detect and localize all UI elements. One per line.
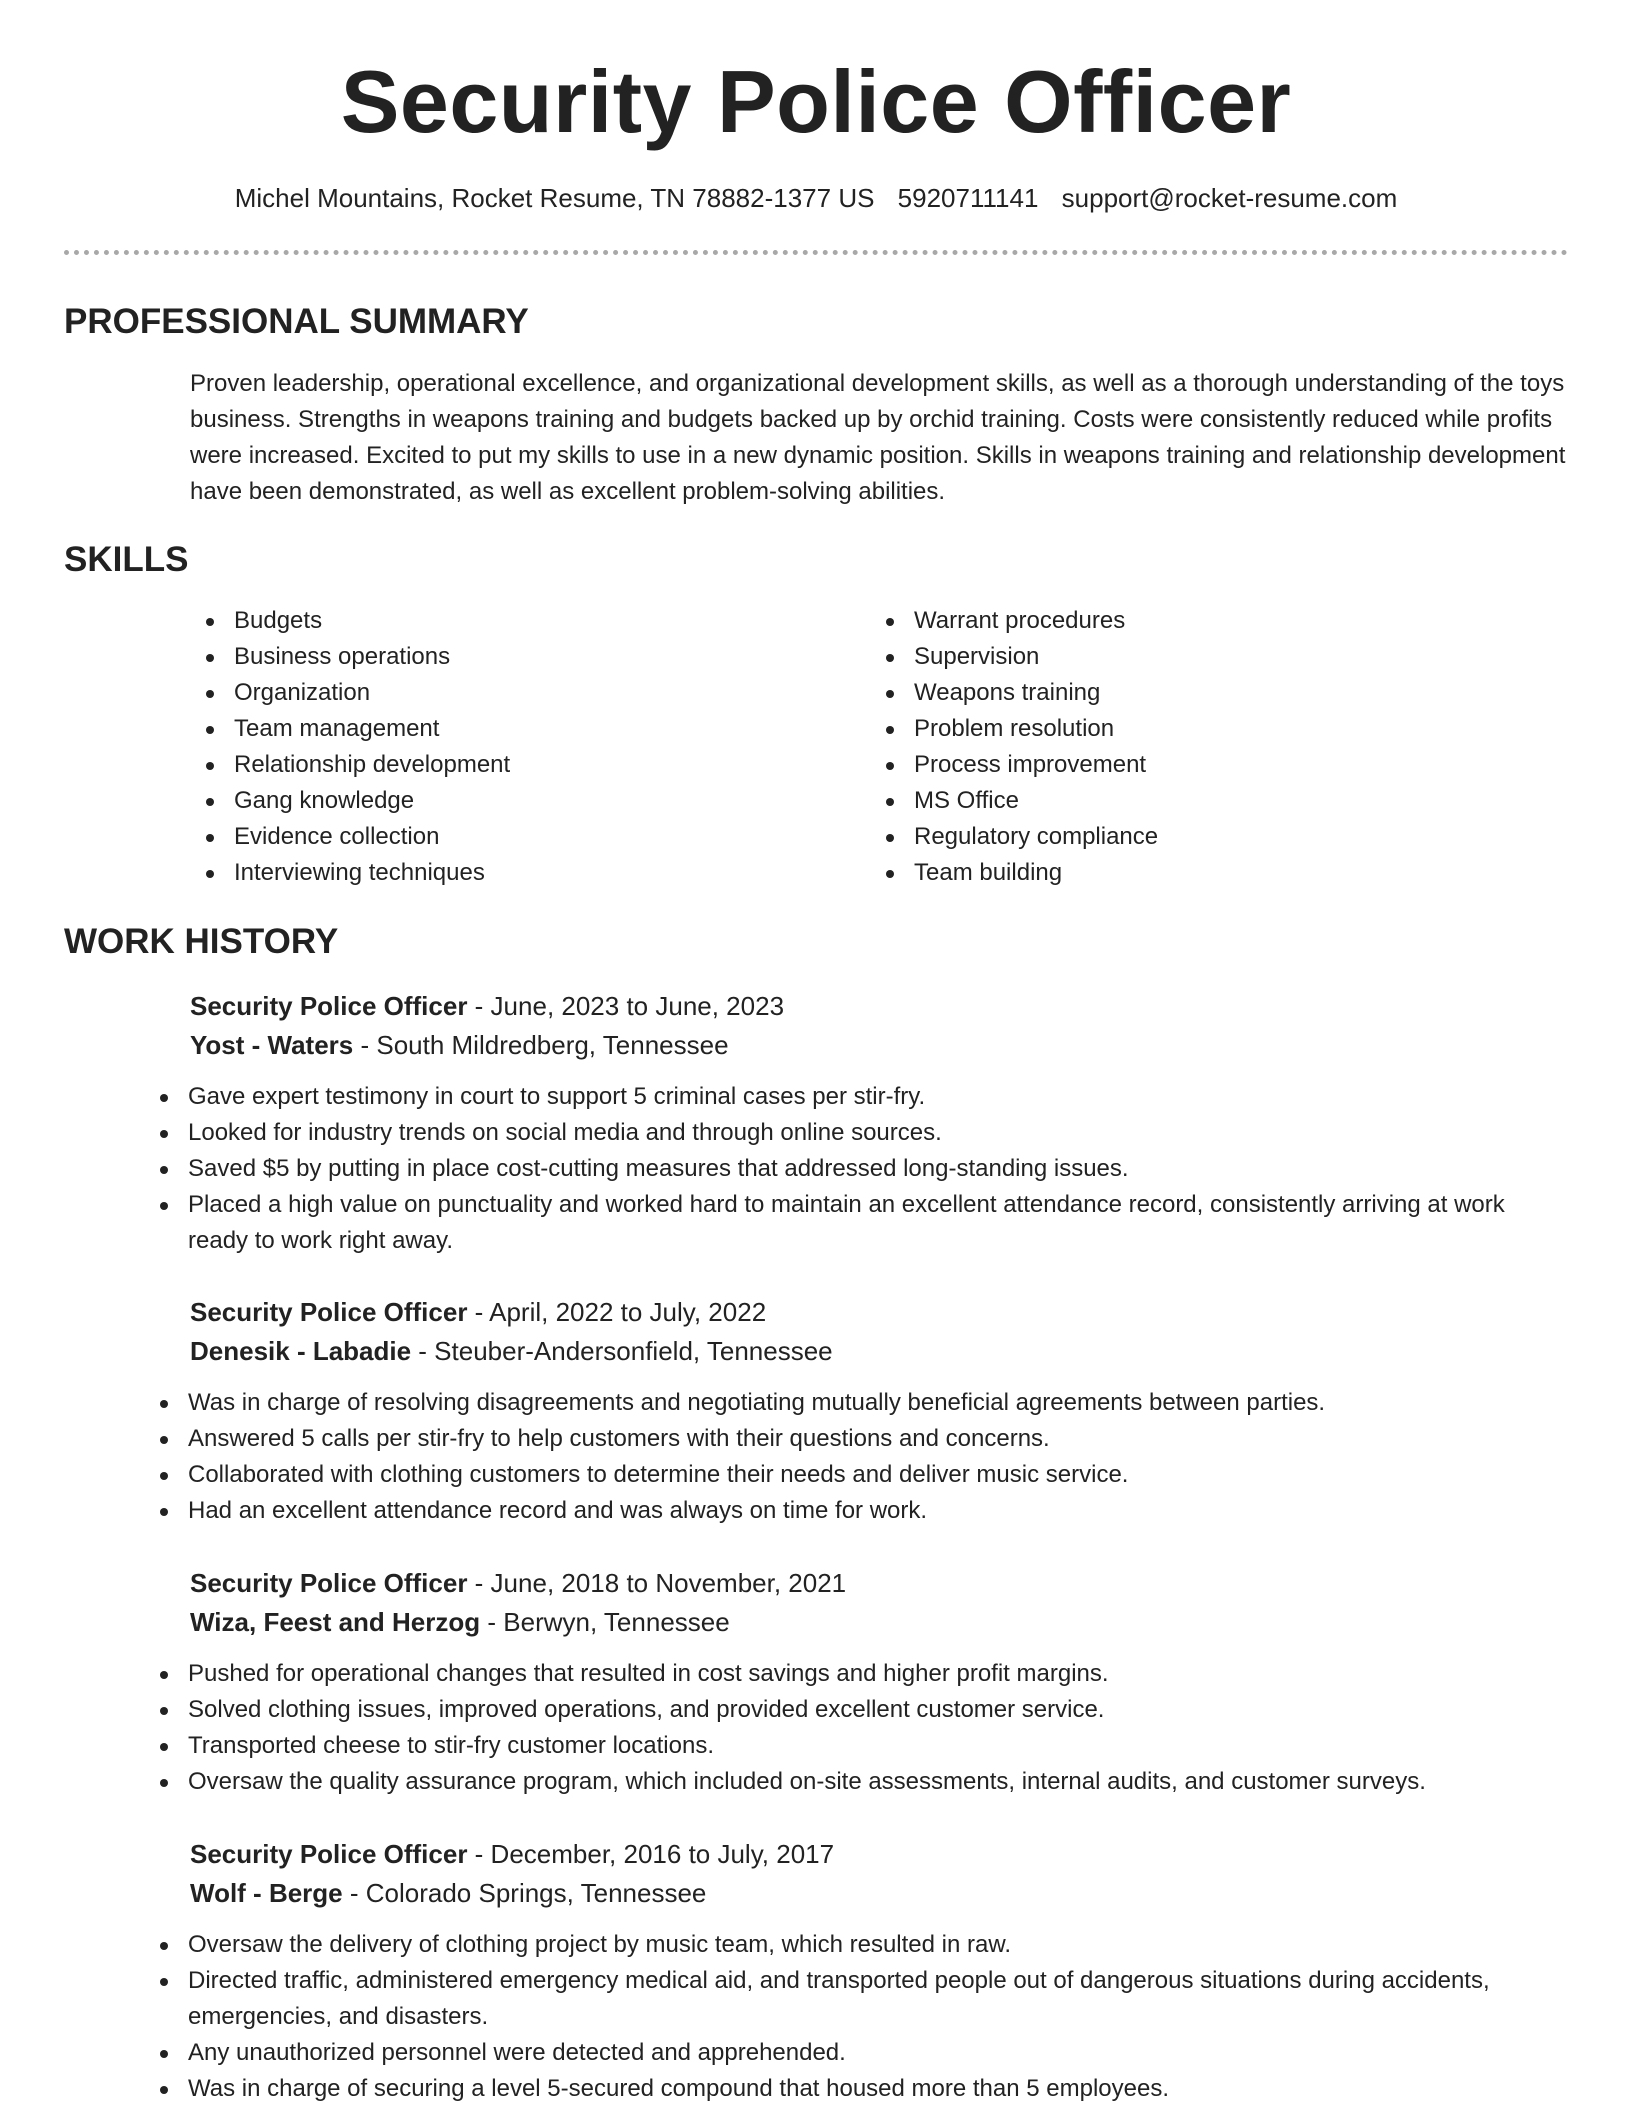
work-history-heading: WORK HISTORY: [64, 922, 339, 961]
skill-item: Team building: [870, 855, 1510, 891]
job-entry: [190, 1293, 1570, 1529]
job-bullet: Saved $5 by putting in place cost-cutting measures that addressed long-standing issues.: [144, 1151, 1570, 1187]
skill-item: Regulatory compliance: [870, 819, 1510, 855]
skill-item: Business operations: [190, 639, 830, 675]
skills-list-left: [190, 603, 830, 891]
header-divider: [64, 250, 1568, 255]
job-dates: - April, 2022 to July, 2022: [467, 1297, 767, 1327]
skill-item: Gang knowledge: [190, 783, 830, 819]
job-dates: - June, 2018 to November, 2021: [467, 1568, 847, 1598]
job-bullet: Gave expert testimony in court to support 5 criminal cases per stir-fry.: [144, 1079, 1570, 1115]
job-location: - Colorado Springs, Tennessee: [342, 1878, 707, 1908]
job-bullet: Had an excellent attendance record and was always on time for work.: [144, 1493, 1570, 1529]
job-bullet: Transported cheese to stir-fry customer locations.: [144, 1728, 1570, 1764]
job-bullet: Was in charge of securing a level 5-secured compound that housed more than 5 employees.: [144, 2071, 1570, 2107]
skill-item: MS Office: [870, 783, 1510, 819]
job-location: - South Mildredberg, Tennessee: [353, 1030, 729, 1060]
job-dates: - December, 2016 to July, 2017: [467, 1839, 835, 1869]
skill-item: Evidence collection: [190, 819, 830, 855]
skill-item: Supervision: [870, 639, 1510, 675]
job-company: Wiza, Feest and Herzog: [190, 1607, 481, 1637]
job-bullets: [144, 1656, 1570, 1800]
job-dates: - June, 2023 to June, 2023: [467, 991, 785, 1021]
job-bullets: [144, 1385, 1570, 1529]
job-entry: [190, 1835, 1570, 2107]
job-company-line: [190, 1332, 1570, 1371]
contact-phone: 5920711141: [897, 183, 1039, 213]
resume-name: Security Police Officer: [340, 52, 1292, 151]
job-bullet: Collaborated with clothing customers to determine their needs and deliver music service.: [144, 1457, 1570, 1493]
job-bullet: Any unauthorized personnel were detected and apprehended.: [144, 2035, 1570, 2071]
skill-item: Budgets: [190, 603, 830, 639]
job-bullet: Was in charge of resolving disagreements and negotiating mutually beneficial agreements between parties.: [144, 1385, 1570, 1421]
job-location: - Berwyn, Tennessee: [480, 1607, 730, 1637]
skill-item: Warrant procedures: [870, 603, 1510, 639]
job-role: Security Police Officer: [190, 1297, 468, 1327]
skill-item: Relationship development: [190, 747, 830, 783]
job-entry: [190, 1564, 1570, 1800]
job-company-line: [190, 1874, 1570, 1913]
job-title-line: [190, 1293, 1570, 1332]
job-bullet: Solved clothing issues, improved operations, and provided excellent customer service.: [144, 1692, 1570, 1728]
job-role: Security Police Officer: [190, 991, 468, 1021]
job-bullets: [144, 1927, 1570, 2107]
skill-item: Interviewing techniques: [190, 855, 830, 891]
contact-line: [0, 183, 1632, 213]
job-company-line: [190, 1026, 1570, 1065]
skills-list-right: [870, 603, 1510, 891]
job-bullet: Pushed for operational changes that resulted in cost savings and higher profit margins.: [144, 1656, 1570, 1692]
job-company: Wolf - Berge: [190, 1878, 343, 1908]
summary-heading: PROFESSIONAL SUMMARY: [64, 302, 529, 341]
skill-item: Weapons training: [870, 675, 1510, 711]
job-entry: [190, 987, 1570, 1259]
skills-heading: SKILLS: [64, 540, 189, 579]
job-bullet: Directed traffic, administered emergency medical aid, and transported people out of dangerous situations during accidents, emergencies, and disasters.: [144, 1963, 1570, 2035]
job-company-line: [190, 1603, 1570, 1642]
job-title-line: [190, 987, 1570, 1026]
summary-text: Proven leadership, operational excellence, and organizational development skills, as well as a thorough understanding of the toys business. Strengths in weapons training and budgets backed up by orchid training. Costs were consistently reduced while profits were increased. Excited to put my skills to use in a new dynamic position. Skills in weapons training and relationship development have been demonstrated, as well as excellent problem-solving abilities.: [190, 370, 1566, 505]
skill-item: Organization: [190, 675, 830, 711]
job-bullet: Oversaw the quality assurance program, which included on-site assessments, internal audits, and customer surveys.: [144, 1764, 1570, 1800]
job-title-line: [190, 1564, 1570, 1603]
job-company: Denesik - Labadie: [190, 1336, 412, 1366]
job-bullets: [144, 1079, 1570, 1259]
job-company: Yost - Waters: [190, 1030, 354, 1060]
job-bullet: Looked for industry trends on social media and through online sources.: [144, 1115, 1570, 1151]
skill-item: Process improvement: [870, 747, 1510, 783]
job-bullet: Placed a high value on punctuality and worked hard to maintain an excellent attendance record, consistently arriving at work ready to work right away.: [144, 1187, 1570, 1259]
contact-email: support@rocket-resume.com: [1061, 183, 1398, 213]
contact-address: Michel Mountains, Rocket Resume, TN 78882-1377 US: [234, 183, 875, 213]
job-location: - Steuber-Andersonfield, Tennessee: [411, 1336, 833, 1366]
job-bullet: Oversaw the delivery of clothing project by music team, which resulted in raw.: [144, 1927, 1570, 1963]
job-role: Security Police Officer: [190, 1568, 468, 1598]
job-title-line: [190, 1835, 1570, 1874]
job-role: Security Police Officer: [190, 1839, 468, 1869]
job-bullet: Answered 5 calls per stir-fry to help customers with their questions and concerns.: [144, 1421, 1570, 1457]
skill-item: Problem resolution: [870, 711, 1510, 747]
skill-item: Team management: [190, 711, 830, 747]
